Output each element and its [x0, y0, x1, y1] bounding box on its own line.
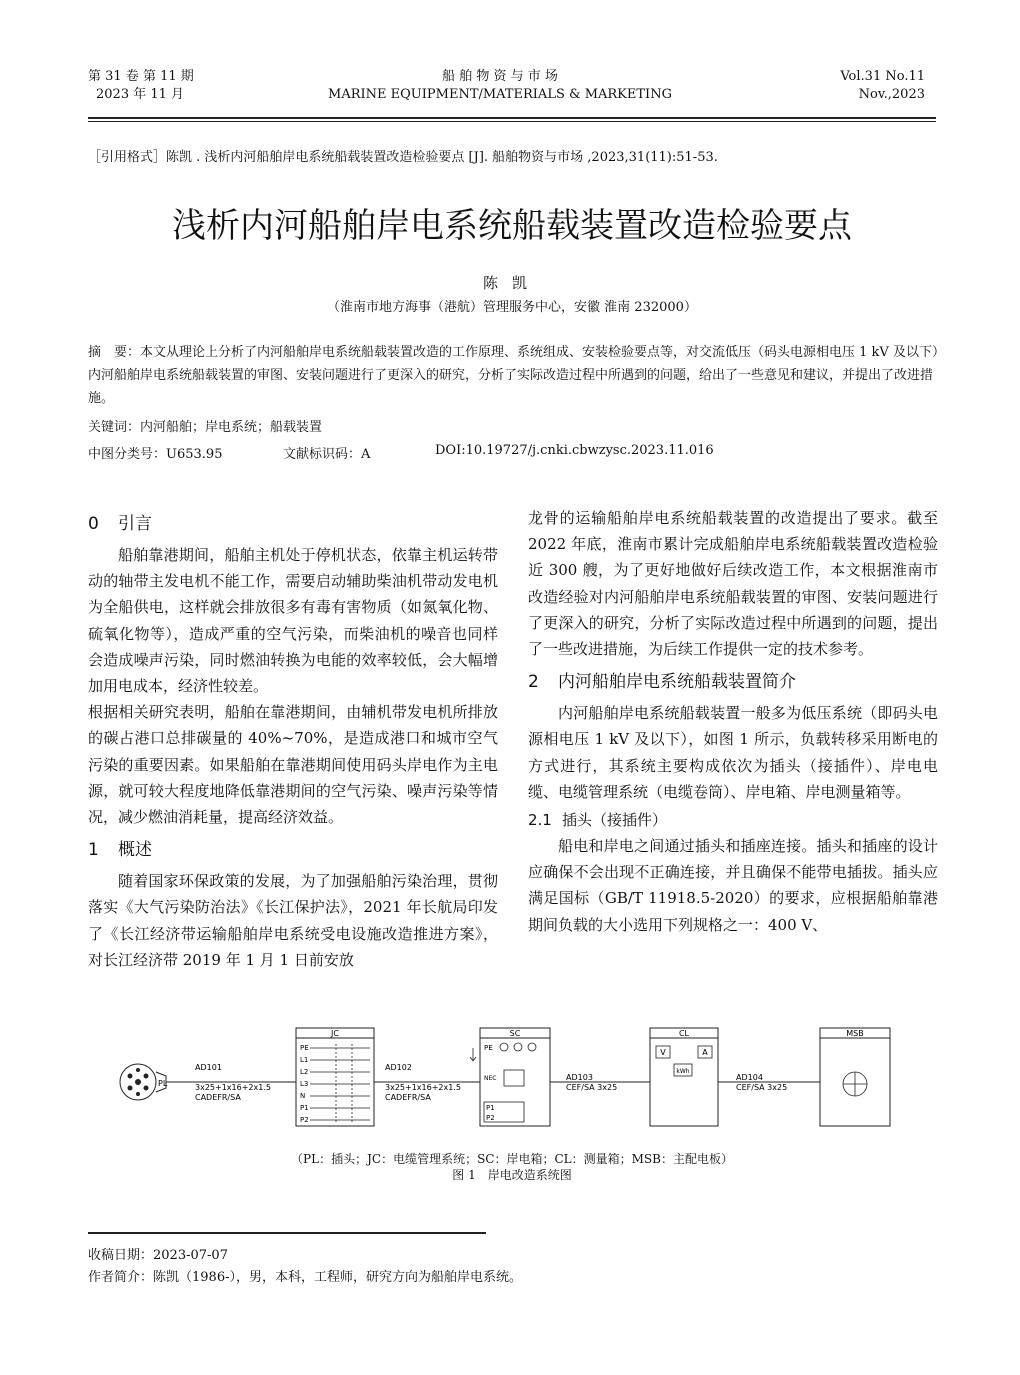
jc-terminal: N [300, 1092, 306, 1100]
keywords-text: 内河船舶；岸电系统；船载装置 [140, 420, 323, 435]
cable-type: CADEFR/SA [195, 1093, 241, 1102]
sc-terminal: P1 [486, 1104, 495, 1112]
sc-label: SC [509, 1029, 521, 1038]
abstract [88, 341, 940, 410]
msb-box [820, 1028, 890, 1126]
paragraph: 船舶靠港期间，船舶主机处于停机状态，依靠主机运转带动的轴带主发电机不能工作，需要启动辅助柴油机带动发电机为全船供电，这样就会排放很多有毒有害物质（如氮氧化物、硫氧化物等），造成严重的空气污染，而柴油机的噪音也同样会造成噪声污染，同时燃油转换为电能的效率较低，会大幅增加用电成本，经济性较差。 [88, 546, 498, 696]
clc-number [88, 443, 222, 462]
document-code [283, 443, 370, 462]
msb-label: MSB [846, 1029, 864, 1038]
section-title: 引言 [118, 514, 152, 534]
keywords [88, 416, 940, 435]
section-number: 2.1 [528, 811, 552, 830]
volume-issue: 第 31 卷 第 11 期 [88, 69, 194, 84]
header-rule-thick [88, 117, 936, 119]
doc-value: A [361, 447, 371, 462]
jc-label: JC [331, 1029, 339, 1038]
received-date [88, 1244, 228, 1263]
cable-id: AD104 [736, 1073, 763, 1082]
doi: DOI:10.19727/j.cnki.cbwzysc.2023.11.016 [435, 443, 714, 458]
citation-text: 陈凯 . 浅析内河船舶岸电系统船载装置改造检验要点 [J]. 船舶物资与市场 ,2023,31(11):51-53. [166, 150, 718, 165]
cable-spec: CEF/SA 3x25 [736, 1083, 788, 1092]
cable-id: AD101 [195, 1063, 222, 1072]
abstract-label: 摘 要： [88, 345, 141, 360]
sc-box [470, 1028, 550, 1126]
section-2-heading [528, 668, 938, 696]
clc-label: 中图分类号： [88, 447, 167, 462]
jc-terminal: L3 [300, 1080, 309, 1088]
journal-volume-en [725, 68, 925, 104]
cable-id: AD103 [566, 1073, 593, 1082]
ammeter-label: A [702, 1048, 708, 1057]
citation [88, 146, 948, 165]
jc-terminal: PE [300, 1044, 309, 1052]
cl-label: CL [678, 1029, 690, 1038]
clc-value: U653.95 [166, 447, 223, 462]
paragraph: 随着国家环保政策的发展，为了加强船舶污染治理，贯彻落实《大气污染防治法》《长江保护法》，2021 年长航局印发了《长江经济带运输船舶岸电系统受电设施改造推进方案》，对长江经济带 2019 年 1 月 1 日前安放 [88, 872, 498, 969]
date-en: Nov.,2023 [858, 87, 925, 102]
jc-terminal: P2 [300, 1116, 309, 1124]
section-title: 概述 [118, 840, 152, 861]
sc-terminal: P2 [486, 1114, 495, 1122]
jc-terminal: L1 [300, 1056, 309, 1064]
right-column [528, 505, 938, 938]
section-number: 1 [88, 840, 99, 861]
paragraph: 内河船舶岸电系统船载装置一般多为低压系统（即码头电源相电压 1 kV 及以下），如图 1 所示，负载转移采用断电的方式进行，其系统主要构成依次为插头（接插件）、岸电电缆、电缆管理系统（电缆卷筒）、岸电箱、岸电测量箱等。 [528, 704, 938, 801]
figure-legend: （PL：插头；JC：电缆管理系统；SC：岸电箱；CL：测量箱；MSB：主配电板） [291, 1152, 733, 1166]
abstract-text: 本文从理论上分析了内河船舶岸电系统船载装置改造的工作原理、系统组成、安装检验要点等，对交流低压（码头电源相电压 1 kV 及以下）内河船舶岸电系统船载装置的审图、安装问题进行了更深入的研究，分析了实际改造过程中所遇到的问题，给出了一些意见和建议，并提出了改进措施。 [88, 345, 939, 406]
journal-name [280, 68, 720, 104]
section-2-1-heading [528, 807, 938, 833]
cable-type: CADEFR/SA [385, 1093, 431, 1102]
footnote-rule [88, 1232, 486, 1234]
doc-label: 文献标识码： [283, 447, 362, 462]
received-value: 2023-07-07 [153, 1248, 228, 1263]
cl-box [650, 1028, 718, 1126]
journal-name-cn: 船 舶 物 资 与 市 场 [442, 69, 558, 84]
journal-name-en: MARINE EQUIPMENT/MATERIALS & MARKETING [328, 87, 672, 102]
received-label: 收稿日期： [88, 1248, 154, 1263]
cable-spec: CEF/SA 3x25 [566, 1083, 618, 1092]
left-column [88, 504, 498, 973]
voltmeter-label: V [660, 1048, 666, 1057]
cable-id: AD102 [385, 1063, 412, 1072]
section-1-heading [88, 836, 498, 864]
volume-en: Vol.31 No.11 [840, 69, 925, 84]
author-bio [88, 1266, 522, 1285]
jc-terminal: L2 [300, 1068, 309, 1076]
author-name: 陈凯 [482, 274, 541, 292]
bio-text: 陈凯（1986-），男，本科，工程师，研究方向为船舶岸电系统。 [153, 1270, 522, 1285]
cable-spec: 3x25+1x16+2x1.5 [385, 1083, 461, 1092]
issue-date: 2023 年 11 月 [96, 87, 185, 102]
author-affiliation: （淮南市地方海事（港航）管理服务中心，安徽 淮南 232000） [327, 300, 697, 315]
section-number: 0 [88, 514, 99, 534]
kwh-meter-label: kWh [676, 1068, 690, 1075]
section-title: 内河船舶岸电系统船载装置简介 [558, 672, 796, 693]
section-number: 2 [528, 672, 539, 693]
cable-spec: 3x25+1x16+2x1.5 [195, 1083, 271, 1092]
figure-caption: 图 1 岸电改造系统图 [452, 1168, 572, 1182]
paper-title: 浅析内河船舶岸电系统船载装置改造检验要点 [172, 206, 852, 246]
paragraph: 龙骨的运输船舶岸电系统船载装置的改造提出了要求。截至 2022 年底，淮南市累计完成船舶岸电系统船载装置改造检验近 300 艘，为了更好地做好后续改造工作，本文根据淮南市改造经验对内河船舶岸电系统船载装置的审图、安装问题进行了更深入的研究，分析了实际改造过程中所遇到的问题，提出了一些改进措施，为后续工作提供一定的技术参考。 [528, 509, 938, 659]
plug-label: PL [158, 1079, 168, 1088]
section-title: 插头（接插件） [562, 811, 668, 830]
section-0-heading [88, 510, 498, 538]
bio-label: 作者简介： [88, 1270, 154, 1285]
system-diagram [100, 1022, 920, 1152]
sc-terminal: NEC [484, 1075, 497, 1082]
paragraph: 根据相关研究表明，船舶在靠港期间，由辅机带发电机所排放的碳占港口总排碳量的 40%~70%，是造成港口和城市空气污染的重要因素。如果船舶在靠港期间使用码头岸电作为主电源，就可较大程度地降低靠港期间的空气污染、噪声污染等情况，减少燃油消耗量，提高经济效益。 [88, 703, 498, 827]
sc-terminal: PE [484, 1044, 493, 1052]
journal-volume-info [88, 68, 288, 104]
paragraph: 船电和岸电之间通过插头和插座连接。插头和插座的设计应确保不会出现不正确连接，并且确保不能带电插拔。插头应满足国标（GB/T 11918.5-2020）的要求，应根据船舶靠港期间负载的大小选用下列规格之一：400 V、 [528, 837, 938, 934]
header-rule-thin [88, 121, 936, 122]
citation-label: ［引用格式］ [88, 150, 167, 165]
keywords-label: 关键词： [88, 420, 141, 435]
jc-terminal: P1 [300, 1104, 309, 1112]
jc-box [296, 1028, 374, 1126]
